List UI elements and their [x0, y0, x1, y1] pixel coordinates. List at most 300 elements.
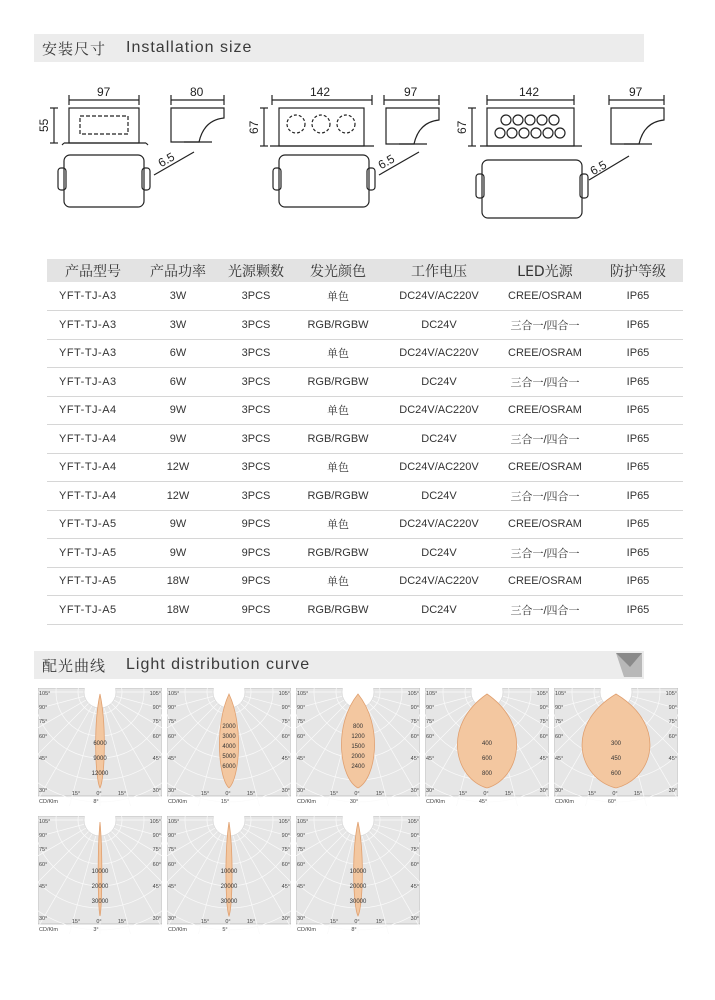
angle-label-right: 60° [281, 862, 290, 868]
header-ip-rating: 防护等级 [593, 259, 683, 282]
bottom-tick-label: 0° [354, 791, 360, 797]
intensity-value: 6000 [222, 764, 236, 770]
angle-label-left: 30° [426, 788, 435, 794]
cell-led-count: 3PCS [217, 339, 295, 368]
angle-label-right: 75° [281, 847, 290, 853]
angle-label-right: 75° [668, 719, 677, 725]
cell-ip-rating: IP65 [593, 510, 683, 539]
angle-label-right: 30° [410, 916, 419, 922]
angle-label-left: 105° [297, 691, 309, 697]
bottom-tick-label: 15° [329, 791, 339, 797]
intensity-value: 2400 [351, 764, 365, 770]
angle-label-left: 60° [39, 862, 48, 868]
cell-led-source: 三合一/四合一 [497, 482, 593, 511]
unit-label: CD/Klm [555, 799, 574, 805]
dim-height-2: 67 [247, 120, 261, 134]
angle-label-left: 90° [297, 833, 306, 839]
angle-label-left: 105° [168, 819, 180, 825]
angle-label-right: 60° [539, 734, 548, 740]
cell-voltage: DC24V [381, 482, 497, 511]
angle-label-left: 45° [168, 884, 177, 890]
unit-label: CD/Klm [168, 799, 187, 805]
angle-label-right: 45° [539, 756, 548, 762]
angle-label-left: 105° [39, 691, 51, 697]
bottom-tick-label: 15° [200, 791, 210, 797]
angle-label-left: 90° [39, 833, 48, 839]
angle-label-right: 75° [410, 847, 419, 853]
cell-model: YFT-TJ-A4 [47, 482, 139, 511]
intensity-value: 600 [610, 771, 622, 777]
curve-diagram [38, 816, 162, 934]
angle-label-left: 90° [426, 705, 435, 711]
angle-label-left: 60° [39, 734, 48, 740]
dim-width-2: 142 [310, 85, 331, 99]
cell-color: RGB/RGBW [295, 311, 381, 340]
curve-diagram [296, 816, 420, 934]
cell-power: 18W [139, 596, 217, 625]
bottom-tick-label: 15° [246, 791, 256, 797]
cell-color: 单色 [295, 396, 381, 425]
bottom-tick-label: 15° [458, 791, 468, 797]
angle-label-left: 75° [297, 847, 306, 853]
angle-label-left: 90° [168, 833, 177, 839]
angle-label-right: 105° [407, 691, 419, 697]
angle-label-left: 105° [39, 819, 51, 825]
intensity-value: 30000 [91, 899, 109, 905]
angle-label-right: 45° [281, 884, 290, 890]
section-title-en: Installation size [126, 39, 253, 56]
angle-label-right: 105° [407, 819, 419, 825]
dim-depth-2: 97 [404, 85, 418, 99]
bottom-tick-label: 15° [375, 791, 385, 797]
angle-label-right: 75° [152, 847, 161, 853]
angle-label-left: 75° [555, 719, 564, 725]
dim-width-1: 97 [97, 85, 111, 99]
intensity-value: 3000 [222, 734, 236, 740]
cell-led-source: 三合一/四合一 [497, 596, 593, 625]
beam-angle-label: 60° [607, 799, 617, 805]
cell-color: RGB/RGBW [295, 368, 381, 397]
cell-ip-rating: IP65 [593, 596, 683, 625]
cell-color: RGB/RGBW [295, 425, 381, 454]
angle-label-right: 75° [539, 719, 548, 725]
cell-led-count: 3PCS [217, 482, 295, 511]
bottom-tick-label: 15° [71, 919, 81, 925]
angle-label-right: 60° [281, 734, 290, 740]
angle-label-left: 105° [555, 691, 567, 697]
bottom-tick-label: 15° [246, 919, 256, 925]
angle-label-left: 30° [555, 788, 564, 794]
cell-power: 3W [139, 311, 217, 340]
intensity-value: 450 [610, 756, 622, 762]
intensity-value: 5000 [222, 754, 236, 760]
cell-color: 单色 [295, 567, 381, 596]
cell-color: RGB/RGBW [295, 596, 381, 625]
angle-label-left: 45° [39, 756, 48, 762]
cell-led-source: 三合一/四合一 [497, 311, 593, 340]
intensity-value: 10000 [349, 869, 367, 875]
cell-color: 单色 [295, 339, 381, 368]
cell-voltage: DC24V/AC220V [381, 453, 497, 482]
cell-led-count: 9PCS [217, 596, 295, 625]
bottom-tick-label: 15° [200, 919, 210, 925]
cell-ip-rating: IP65 [593, 339, 683, 368]
angle-label-left: 30° [168, 788, 177, 794]
table-row [47, 453, 683, 482]
cell-color: 单色 [295, 282, 381, 311]
dim-depth-3: 97 [629, 85, 643, 99]
header-voltage: 工作电压 [381, 259, 497, 282]
angle-label-left: 105° [297, 819, 309, 825]
section-header-installation [34, 34, 644, 62]
bottom-tick-label: 15° [71, 791, 81, 797]
angle-label-right: 90° [410, 833, 419, 839]
cell-ip-rating: IP65 [593, 482, 683, 511]
cell-voltage: DC24V/AC220V [381, 282, 497, 311]
bottom-tick-label: 0° [354, 919, 360, 925]
angle-label-left: 60° [297, 734, 306, 740]
angle-label-left: 60° [426, 734, 435, 740]
cell-led-count: 9PCS [217, 567, 295, 596]
angle-label-left: 45° [168, 756, 177, 762]
cell-led-count: 3PCS [217, 453, 295, 482]
polar-plot [167, 816, 291, 934]
dim-height-3: 67 [455, 120, 469, 134]
angle-label-right: 60° [410, 862, 419, 868]
cell-color: RGB/RGBW [295, 482, 381, 511]
cell-voltage: DC24V [381, 539, 497, 568]
section-title-zh: 安装尺寸 [42, 39, 107, 58]
polar-plot [425, 688, 549, 806]
angle-label-left: 90° [555, 705, 564, 711]
angle-label-right: 90° [281, 705, 290, 711]
angle-label-right: 30° [152, 788, 161, 794]
intensity-value: 12000 [91, 771, 109, 777]
table-row [47, 596, 683, 625]
cell-led-count: 3PCS [217, 396, 295, 425]
angle-label-right: 30° [281, 788, 290, 794]
cell-led-source: 三合一/四合一 [497, 368, 593, 397]
cell-model: YFT-TJ-A4 [47, 396, 139, 425]
corner-decoration-icon [616, 653, 642, 677]
beam-angle-label: 8° [93, 799, 99, 805]
cell-led-source: CREE/OSRAM [497, 453, 593, 482]
angle-label-left: 105° [426, 691, 438, 697]
unit-label: CD/Klm [39, 799, 58, 805]
polar-plot [296, 688, 420, 806]
light-distribution-curves [38, 688, 678, 938]
cell-model: YFT-TJ-A5 [47, 510, 139, 539]
intensity-value: 600 [481, 756, 493, 762]
angle-label-right: 30° [152, 916, 161, 922]
cell-voltage: DC24V/AC220V [381, 510, 497, 539]
installation-drawings [34, 80, 674, 230]
intensity-value: 9000 [93, 756, 107, 762]
cell-power: 6W [139, 339, 217, 368]
angle-label-left: 45° [426, 756, 435, 762]
angle-label-left: 60° [297, 862, 306, 868]
cell-color: RGB/RGBW [295, 539, 381, 568]
cell-led-source: CREE/OSRAM [497, 567, 593, 596]
table-row [47, 510, 683, 539]
cell-ip-rating: IP65 [593, 539, 683, 568]
intensity-value: 4000 [222, 744, 236, 750]
intensity-value: 800 [352, 724, 364, 730]
table-row [47, 368, 683, 397]
angle-label-left: 75° [168, 847, 177, 853]
angle-label-left: 45° [297, 756, 306, 762]
cell-power: 6W [139, 368, 217, 397]
beam-angle-label: 8° [351, 927, 357, 933]
angle-label-right: 90° [281, 833, 290, 839]
cell-led-source: CREE/OSRAM [497, 339, 593, 368]
angle-label-left: 90° [39, 705, 48, 711]
dim-angle-2: 6.5 [375, 151, 398, 173]
cell-led-source: 三合一/四合一 [497, 425, 593, 454]
angle-label-right: 105° [149, 819, 161, 825]
angle-label-left: 30° [39, 916, 48, 922]
cell-color: 单色 [295, 510, 381, 539]
cell-led-count: 3PCS [217, 282, 295, 311]
beam-angle-label: 30° [349, 799, 359, 805]
angle-label-right: 60° [410, 734, 419, 740]
cell-model: YFT-TJ-A3 [47, 339, 139, 368]
cell-model: YFT-TJ-A3 [47, 368, 139, 397]
cell-ip-rating: IP65 [593, 425, 683, 454]
unit-label: CD/Klm [297, 927, 316, 933]
table-row [47, 567, 683, 596]
spec-table [47, 259, 683, 625]
dim-height-1: 55 [37, 118, 51, 132]
dim-angle-3: 6.5 [587, 157, 610, 179]
cell-power: 18W [139, 567, 217, 596]
bottom-tick-label: 15° [633, 791, 643, 797]
cell-model: YFT-TJ-A5 [47, 596, 139, 625]
curve-diagram [167, 816, 291, 934]
angle-label-left: 60° [555, 734, 564, 740]
intensity-value: 10000 [220, 869, 238, 875]
bottom-tick-label: 0° [612, 791, 618, 797]
polar-plot [167, 688, 291, 806]
polar-plot [296, 816, 420, 934]
angle-label-left: 45° [297, 884, 306, 890]
cell-power: 12W [139, 453, 217, 482]
intensity-value: 1500 [351, 744, 365, 750]
cell-model: YFT-TJ-A3 [47, 311, 139, 340]
dim-width-3: 142 [519, 85, 540, 99]
bottom-tick-label: 15° [329, 919, 339, 925]
intensity-value: 300 [610, 741, 622, 747]
intensity-value: 20000 [220, 884, 238, 890]
polar-plot [38, 688, 162, 806]
cell-model: YFT-TJ-A4 [47, 453, 139, 482]
cell-ip-rating: IP65 [593, 282, 683, 311]
angle-label-right: 60° [152, 862, 161, 868]
intensity-value: 800 [481, 771, 493, 777]
angle-label-right: 30° [668, 788, 677, 794]
angle-label-right: 90° [410, 705, 419, 711]
header-led-source: LED光源 [497, 259, 593, 282]
angle-label-right: 105° [665, 691, 677, 697]
angle-label-left: 30° [297, 788, 306, 794]
angle-label-right: 75° [152, 719, 161, 725]
angle-label-right: 105° [149, 691, 161, 697]
cell-led-count: 9PCS [217, 539, 295, 568]
section-title-zh: 配光曲线 [42, 656, 107, 675]
angle-label-left: 30° [39, 788, 48, 794]
angle-label-right: 90° [668, 705, 677, 711]
cell-power: 12W [139, 482, 217, 511]
intensity-value: 400 [481, 741, 493, 747]
table-row [47, 482, 683, 511]
cell-ip-rating: IP65 [593, 396, 683, 425]
angle-label-right: 45° [410, 756, 419, 762]
cell-model: YFT-TJ-A3 [47, 282, 139, 311]
angle-label-left: 45° [555, 756, 564, 762]
cell-voltage: DC24V/AC220V [381, 339, 497, 368]
bottom-tick-label: 15° [117, 791, 127, 797]
dimension-drawings-svg [34, 80, 674, 230]
angle-label-right: 45° [152, 756, 161, 762]
angle-label-right: 30° [281, 916, 290, 922]
unit-label: CD/Klm [297, 799, 316, 805]
angle-label-right: 30° [539, 788, 548, 794]
angle-label-right: 90° [152, 705, 161, 711]
unit-label: CD/Klm [168, 927, 187, 933]
table-row [47, 396, 683, 425]
intensity-value: 30000 [349, 899, 367, 905]
cell-led-count: 3PCS [217, 311, 295, 340]
angle-label-right: 75° [410, 719, 419, 725]
cell-power: 9W [139, 396, 217, 425]
cell-voltage: DC24V [381, 311, 497, 340]
angle-label-right: 90° [539, 705, 548, 711]
cell-ip-rating: IP65 [593, 368, 683, 397]
beam-angle-label: 5° [222, 927, 228, 933]
cell-power: 9W [139, 510, 217, 539]
angle-label-right: 90° [152, 833, 161, 839]
bottom-tick-label: 15° [587, 791, 597, 797]
intensity-value: 2000 [351, 754, 365, 760]
polar-plot [38, 816, 162, 934]
angle-label-left: 75° [39, 847, 48, 853]
angle-label-left: 105° [168, 691, 180, 697]
beam-angle-label: 45° [478, 799, 488, 805]
angle-label-left: 75° [39, 719, 48, 725]
angle-label-right: 75° [281, 719, 290, 725]
angle-label-left: 90° [297, 705, 306, 711]
cell-led-source: CREE/OSRAM [497, 396, 593, 425]
curve-diagram [296, 688, 420, 806]
dim-depth-1: 80 [190, 85, 204, 99]
table-row [47, 311, 683, 340]
intensity-value: 2000 [222, 724, 236, 730]
unit-label: CD/Klm [426, 799, 445, 805]
angle-label-right: 105° [278, 691, 290, 697]
curve-diagram [167, 688, 291, 806]
intensity-value: 1200 [351, 734, 365, 740]
cell-model: YFT-TJ-A4 [47, 425, 139, 454]
unit-label: CD/Klm [39, 927, 58, 933]
angle-label-right: 60° [152, 734, 161, 740]
angle-label-right: 105° [536, 691, 548, 697]
section-title-en: Light distribution curve [126, 656, 311, 673]
table-body [47, 282, 683, 624]
curve-diagram [425, 688, 549, 806]
angle-label-left: 60° [168, 734, 177, 740]
bottom-tick-label: 15° [117, 919, 127, 925]
angle-label-left: 75° [168, 719, 177, 725]
cell-voltage: DC24V [381, 425, 497, 454]
intensity-value: 10000 [91, 869, 109, 875]
cell-ip-rating: IP65 [593, 567, 683, 596]
cell-ip-rating: IP65 [593, 453, 683, 482]
cell-led-source: CREE/OSRAM [497, 282, 593, 311]
table-row [47, 425, 683, 454]
bottom-tick-label: 15° [504, 791, 514, 797]
bottom-tick-label: 0° [225, 791, 231, 797]
intensity-value: 20000 [91, 884, 109, 890]
cell-power: 9W [139, 539, 217, 568]
angle-label-left: 60° [168, 862, 177, 868]
header-led-count: 光源颗数 [217, 259, 295, 282]
header-color: 发光颜色 [295, 259, 381, 282]
bottom-tick-label: 0° [483, 791, 489, 797]
dim-angle-1: 6.5 [155, 149, 178, 171]
angle-label-left: 45° [39, 884, 48, 890]
angle-label-left: 90° [168, 705, 177, 711]
cell-model: YFT-TJ-A5 [47, 539, 139, 568]
cell-ip-rating: IP65 [593, 311, 683, 340]
cell-voltage: DC24V/AC220V [381, 567, 497, 596]
angle-label-right: 105° [278, 819, 290, 825]
bottom-tick-label: 15° [375, 919, 385, 925]
angle-label-right: 60° [668, 734, 677, 740]
curve-diagram [38, 688, 162, 806]
cell-voltage: DC24V/AC220V [381, 396, 497, 425]
cell-power: 3W [139, 282, 217, 311]
cell-led-count: 3PCS [217, 425, 295, 454]
cell-color: 单色 [295, 453, 381, 482]
cell-voltage: DC24V [381, 368, 497, 397]
angle-label-left: 75° [426, 719, 435, 725]
cell-model: YFT-TJ-A5 [47, 567, 139, 596]
table-header-row [47, 259, 683, 282]
angle-label-left: 30° [168, 916, 177, 922]
angle-label-right: 45° [152, 884, 161, 890]
angle-label-left: 75° [297, 719, 306, 725]
intensity-value: 6000 [93, 741, 107, 747]
cell-voltage: DC24V [381, 596, 497, 625]
angle-label-right: 45° [281, 756, 290, 762]
cell-led-source: CREE/OSRAM [497, 510, 593, 539]
bottom-tick-label: 0° [96, 791, 102, 797]
polar-plot [554, 688, 678, 806]
intensity-value: 20000 [349, 884, 367, 890]
cell-power: 9W [139, 425, 217, 454]
header-model: 产品型号 [47, 259, 139, 282]
section-header-light-curve [34, 651, 644, 679]
header-power: 产品功率 [139, 259, 217, 282]
beam-angle-label: 3° [93, 927, 99, 933]
table-row [47, 539, 683, 568]
angle-label-left: 30° [297, 916, 306, 922]
angle-label-right: 45° [668, 756, 677, 762]
table-row [47, 339, 683, 368]
bottom-tick-label: 0° [225, 919, 231, 925]
beam-angle-label: 15° [220, 799, 230, 805]
angle-label-right: 30° [410, 788, 419, 794]
